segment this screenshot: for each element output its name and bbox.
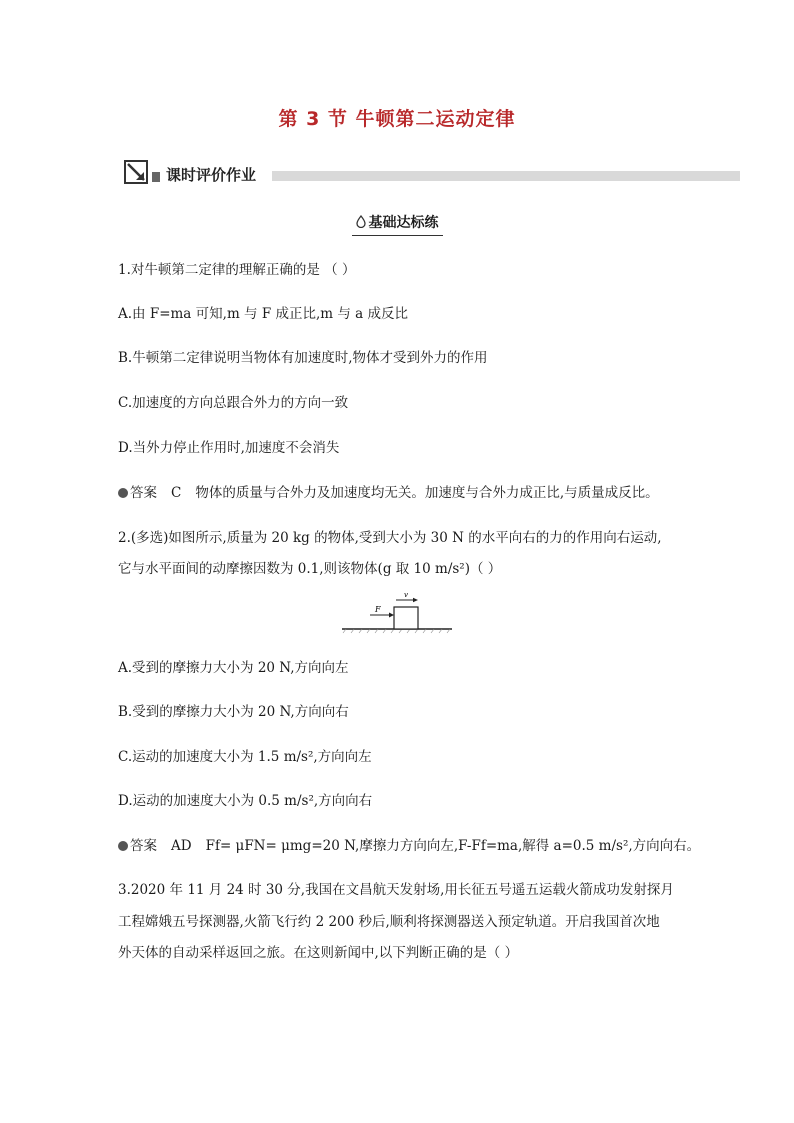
q3-line2: 工程嫦娥五号探测器,火箭飞行约 2 200 秒后,顺利将探测器送入预定轨道。开启我国首次地 <box>118 914 660 930</box>
q2-answer-value: AD <box>171 838 192 854</box>
section-label: 课时评价作业 <box>166 166 257 184</box>
q1-option-b: B.牛顿第二定律说明当物体有加速度时,物体才受到外力的作用 <box>118 350 488 366</box>
q1-explanation: 物体的质量与合外力及加速度均无关。加速度与合外力成正比,与质量成反比。 <box>195 485 659 501</box>
answer-icon <box>118 841 128 851</box>
page-title: 第 3 节 牛顿第二运动定律 <box>278 108 516 130</box>
q2-option-b: B.受到的摩擦力大小为 20 N,方向向右 <box>118 704 349 720</box>
q1-answer <box>118 481 659 501</box>
section-square-marker <box>152 172 160 182</box>
q3-line1: 3.2020 年 11 月 24 时 30 分,我国在文昌航天发射场,用长征五号遥五运载火箭成功发射探月 <box>118 882 674 898</box>
q2-answer <box>118 834 700 854</box>
section-header <box>124 160 740 186</box>
q2-explanation: Ff= μFN= μmg=20 N,摩擦力方向向左,F-Ff=ma,解得 a=0.5 m/s²,方向向右。 <box>205 838 701 854</box>
answer-icon <box>118 488 128 498</box>
drop-icon <box>356 215 366 228</box>
q1-answer-label: 答案 <box>130 485 157 501</box>
section-rule <box>272 171 740 181</box>
q2-answer-label: 答案 <box>130 838 157 854</box>
block-force-diagram <box>340 590 454 634</box>
force-label: F <box>375 605 381 614</box>
q2-option-d: D.运动的加速度大小为 0.5 m/s²,方向向右 <box>118 793 373 809</box>
q2-option-c: C.运动的加速度大小为 1.5 m/s²,方向向左 <box>118 749 372 765</box>
q2-option-a: A.受到的摩擦力大小为 20 N,方向向左 <box>118 660 349 676</box>
q1-option-c: C.加速度的方向总跟合外力的方向一致 <box>118 395 349 411</box>
section-pencil-icon <box>124 160 148 184</box>
velocity-label: v <box>404 591 408 599</box>
sub-heading-text: 基础达标练 <box>368 215 439 231</box>
q2-stem-line1: 2.(多选)如图所示,质量为 20 kg 的物体,受到大小为 30 N 的水平向右的力的作用向右运动, <box>118 530 662 546</box>
q1-answer-value: C <box>171 485 182 501</box>
q1-option-d: D.当外力停止作用时,加速度不会消失 <box>118 440 340 456</box>
q3-line3: 外天体的自动采样返回之旅。在这则新闻中,以下判断正确的是（ ） <box>118 945 519 961</box>
q1-option-a: A.由 F=ma 可知,m 与 F 成正比,m 与 a 成反比 <box>118 306 408 322</box>
block <box>394 607 418 629</box>
q1-stem: 1.对牛顿第二定律的理解正确的是 （ ） <box>118 262 356 278</box>
q2-stem-line2: 它与水平面间的动摩擦因数为 0.1,则该物体(g 取 10 m/s²)（ ） <box>118 561 502 577</box>
sub-heading <box>0 212 794 236</box>
